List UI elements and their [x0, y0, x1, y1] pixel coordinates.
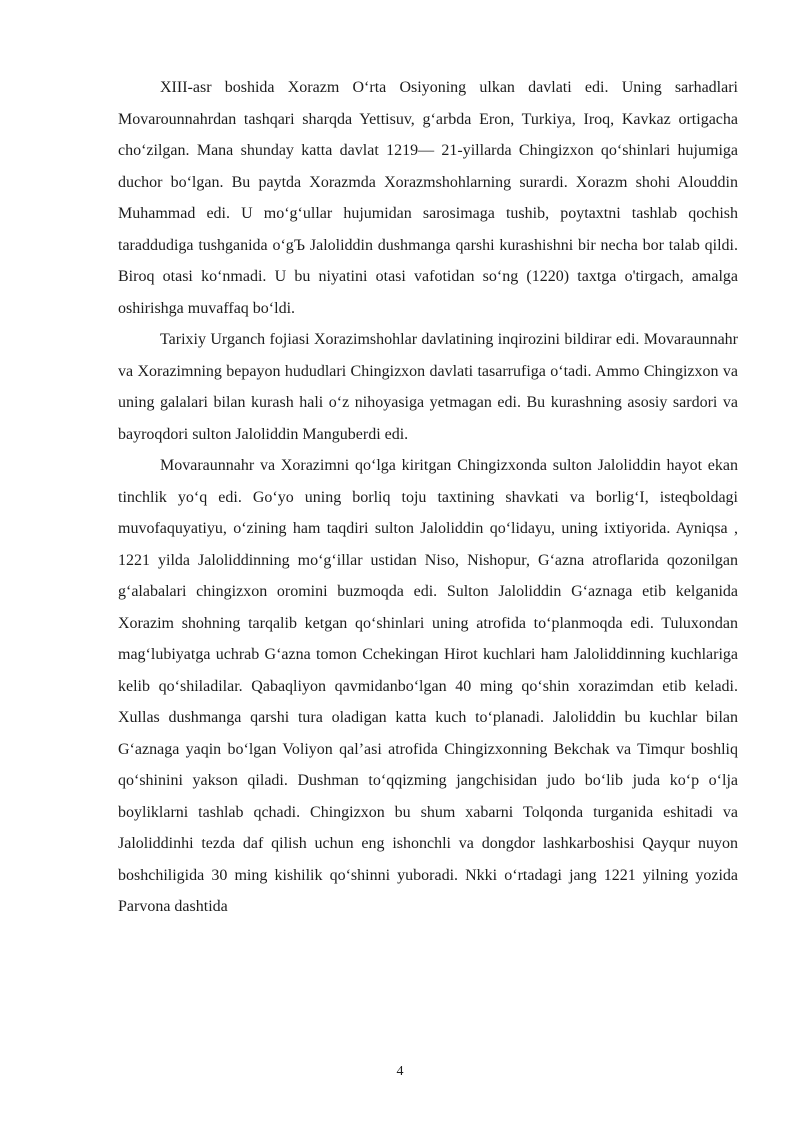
paragraph-3: Movaraunnahr va Xorazimni qo‘lga kiritgan Chingizxonda sulton Jaloliddin hayot ekan tinchlik yo‘q edi. Go‘yo uning borliq toju taxtining shavkati va borlig‘I, isteqboldagi muvofaquyatiyu, o‘zining ham taqdiri sulton Jaloliddin qo‘lidayu, uning ixtiyorida. Ayniqsa , 1221 yilda Jaloliddinning mo‘g‘illar ustidan Niso, Nishopur, G‘azna atroflarida qozonilgan g‘alabalari chingizxon oromini buzmoqda edi. Sulton Jaloliddin G‘aznaga etib kelganida Xorazim shohning tarqalib ketgan qo‘shinlari uning atrofida to‘planmoqda edi. Tuluxondan mag‘lubiyatga uchrab G‘azna tomon Cchekingan Hirot kuchlari ham Jaloliddinning kuchlariga kelib qo‘shiladilar. Qabaqliyon qavmidanbo‘lgan 40 ming qo‘shin xorazimdan etib keladi. Xullas dushmanga qarshi tura oladigan katta kuch to‘planadi. Jaloliddin bu kuchlar bilan G‘aznaga yaqin bo‘lgan Voliyon qal’asi atrofida Chingizxonning Bekchak va Timqur boshliq qo‘shinini yakson qiladi. Dushman to‘qqizming jangchisidan judo bo‘lib juda ko‘p o‘lja boyliklarni tashlab qchadi. Chingizxon bu shum xabarni Tolqonda turganida eshitadi va Jaloliddinhi tezda daf qilish uchun eng ishonchli va dongdor lashkarboshisi Qayqur nuyon boshchiligida 30 ming kishilik qo‘shinni yuboradi. Nkki o‘rtadagi jang 1221 yilning yozida Parvona dashtida	[118, 457, 738, 915]
document-page	[118, 72, 738, 923]
paragraph-2: Tarixiy Urganch fojiasi Xorazimshohlar davlatining inqirozini bildirar edi. Movaraunnahr va Xorazimning bepayon hududlari Chingizxon davlati tasarrufiga o‘tadi. Ammo Chingizxon va uning galalari bilan kurash hali o‘z nihoyasiga yetmagan edi. Bu kurashning asosiy sardori va bayroqdori sulton Jaloliddin Manguberdi edi.	[118, 331, 738, 443]
page-number: 4	[396, 1064, 404, 1079]
paragraph-1: XIII-asr boshida Xorazm O‘rta Osiyoning ulkan davlati edi. Uning sarhadlari Movarounnahrdan tashqari sharqda Yettisuv, g‘arbda Eron, Turkiya, Iroq, Kavkaz ortigacha cho‘zilgan. Mana shunday katta davlat 1219— 21-yillarda Chingizxon qo‘shinlari hujumiga duchor bo‘lgan. Bu paytda Xorazmda Xorazmshohlarning surardi. Xorazm shohi Alouddin Muhammad edi. U mo‘g‘ullar hujumidan sarosimaga tushib, poytaxtni tashlab qochish taraddudiga tushganida o‘gЪ Jaloliddin dushmanga qarshi kurashishni bir necha bor talab qildi. Biroq otasi ko‘nmadi. U bu niyatini otasi vafotidan so‘ng (1220) taxtga o'tirgach, amalga oshirishga muvaffaq bo‘ldi.	[118, 79, 738, 317]
